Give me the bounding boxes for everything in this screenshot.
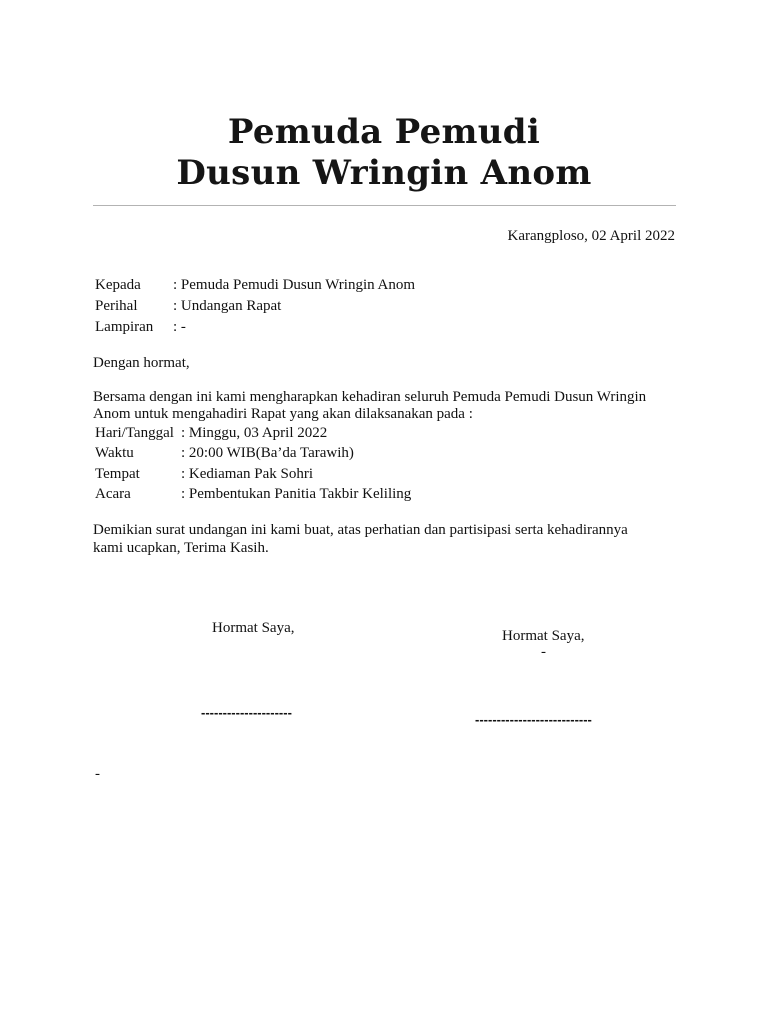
header-divider	[93, 205, 676, 206]
signature-left-label: Hormat Saya,	[212, 620, 295, 636]
event-agenda-value: : Pembentukan Panitia Takbir Keliling	[181, 486, 412, 502]
closing-line-1: Demikian surat undangan ini kami buat, atas perhatian dan partisipasi serta kehadirannya	[93, 522, 628, 538]
event-time-label: Waktu	[95, 445, 134, 461]
greeting: Dengan hormat,	[93, 355, 190, 371]
place-date: Karangploso, 02 April 2022	[507, 228, 675, 244]
to-value: : Pemuda Pemudi Dusun Wringin Anom	[173, 277, 416, 293]
event-agenda-label: Acara	[95, 486, 131, 502]
event-place-label: Tempat	[95, 466, 140, 482]
event-date-value: : Minggu, 03 April 2022	[181, 425, 328, 441]
signature-right-sub: -	[541, 644, 546, 660]
subject-label: Perihal	[95, 298, 138, 314]
closing-line-2: kami ucapkan, Terima Kasih.	[93, 540, 269, 556]
footer-mark: -	[95, 766, 100, 782]
event-time-value: : 20:00 WIB(Ba’da Tarawih)	[181, 445, 354, 461]
body-line-2: Anom untuk mengahadiri Rapat yang akan dilaksanakan pada :	[93, 406, 473, 422]
subject-value: : Undangan Rapat	[173, 298, 282, 314]
body-line-1: Bersama dengan ini kami mengharapkan kehadiran seluruh Pemuda Pemudi Dusun Wringin	[93, 389, 647, 405]
signature-right-line: ---------------------------	[475, 712, 592, 727]
signature-right-label: Hormat Saya,	[502, 628, 585, 644]
attachment-label: Lampiran	[95, 319, 154, 335]
event-place-value: : Kediaman Pak Sohri	[181, 466, 314, 482]
letter-title-line1: Pemuda Pemudi	[227, 112, 541, 152]
signature-left-line: ---------------------	[201, 705, 292, 720]
letter-title-line2: Dusun Wringin Anom	[176, 153, 592, 193]
event-date-label: Hari/Tanggal	[95, 425, 174, 441]
attachment-value: : -	[173, 319, 186, 335]
to-label: Kepada	[95, 277, 141, 293]
